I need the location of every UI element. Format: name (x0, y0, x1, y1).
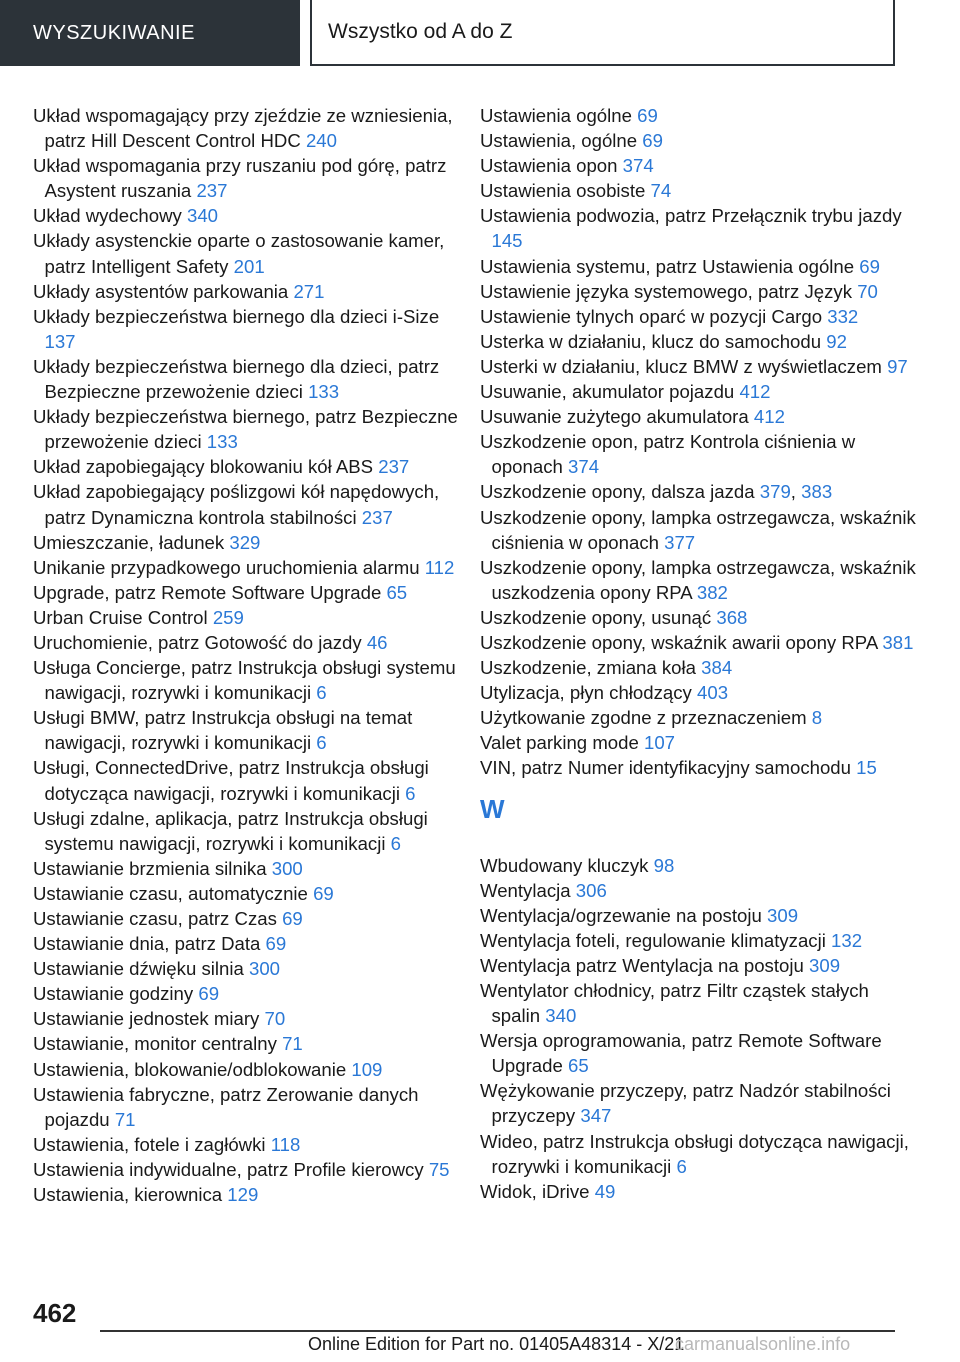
index-entry (480, 953, 920, 978)
index-entry-text: Układ zapobiegający poślizgowi kół napędowych, patrz Dynamiczna kontrola stabilności (33, 481, 440, 528)
index-entry (33, 203, 458, 228)
page-reference-link[interactable]: 237 (196, 180, 228, 202)
page-reference-link[interactable]: 379 (759, 481, 791, 503)
index-entry-text: Ustawianie czasu, automatycznie (33, 882, 308, 904)
index-entry (33, 454, 458, 479)
page-reference-link[interactable]: 71 (282, 1033, 303, 1055)
index-entry-text: Ustawianie brzmienia silnika (33, 857, 267, 879)
index-entry-text: Uszkodzenie opony, wskaźnik awarii opony RPA (480, 631, 878, 653)
page-reference-link[interactable]: 75 (428, 1158, 450, 1180)
index-entry (480, 128, 920, 153)
index-entry-text: Usterka w działaniu, klucz do samochodu (480, 330, 822, 352)
index-entry-text: Ustawienia ogólne (480, 105, 632, 126)
page-reference-link[interactable]: 92 (826, 330, 847, 352)
index-entry-text: Ustawienia osobiste (480, 180, 646, 202)
index-entry (480, 1028, 920, 1078)
index-entry-text: Układ wspomagający przy zjeździe ze wzniesienia, patrz Hill Descent Control HDC (33, 105, 453, 152)
index-entry (480, 254, 920, 279)
index-entry (33, 956, 458, 981)
index-entry (33, 228, 458, 278)
page-reference-link[interactable]: 381 (882, 631, 914, 653)
page-reference-link[interactable]: 300 (249, 958, 281, 980)
index-entry-text: Wężykowanie przyczepy, patrz Nadzór stabilności przyczepy (480, 1080, 891, 1127)
page-reference-link[interactable]: 271 (293, 280, 325, 302)
index-column-left (33, 103, 458, 1207)
page-reference-link[interactable]: 259 (212, 606, 244, 628)
index-entry-text: Urban Cruise Control (33, 606, 208, 628)
index-entry (33, 981, 458, 1006)
index-entry (33, 655, 458, 705)
index-entry-text: Usuwanie zużytego akumulatora (480, 406, 749, 428)
page-reference-link[interactable]: 382 (696, 581, 728, 603)
index-entry (33, 856, 458, 881)
page-reference-link[interactable]: 6 (316, 682, 327, 704)
page-reference-link[interactable]: 97 (887, 355, 908, 377)
index-entry (480, 304, 920, 329)
page-reference-link[interactable]: 347 (580, 1105, 612, 1127)
page-reference-link[interactable]: 70 (264, 1008, 286, 1030)
index-entry (33, 1057, 458, 1082)
index-entry (33, 580, 458, 605)
index-entry (33, 479, 458, 529)
index-entry-text: Umieszczanie, ładunek (33, 531, 225, 553)
index-entry (480, 279, 920, 304)
page-reference-link[interactable]: 237 (378, 456, 410, 478)
page-reference-link[interactable]: 69 (198, 983, 220, 1005)
page-reference-link[interactable]: 107 (644, 732, 676, 754)
index-entry-text: Układ wydechowy (33, 205, 182, 227)
index-entry (33, 1031, 458, 1056)
section-letter-heading: W (480, 793, 505, 824)
index-entry (480, 655, 920, 680)
index-entry-text: Ustawienie języka systemowego, patrz Język (480, 280, 853, 302)
index-entries-u-v (480, 103, 920, 781)
index-entry (480, 630, 920, 655)
index-entries-w (480, 853, 920, 1204)
page-reference-link[interactable]: 6 (390, 832, 401, 854)
index-entry (480, 379, 920, 404)
page-reference-link[interactable]: 15 (856, 757, 877, 779)
index-entry (480, 903, 920, 928)
index-entry (480, 730, 920, 755)
index-entry (480, 178, 920, 203)
index-entry (480, 153, 920, 178)
index-entry (33, 404, 458, 454)
page-reference-link[interactable]: 8 (811, 707, 823, 729)
index-entry (480, 404, 920, 429)
index-entry-text: Układy bezpieczeństwa biernego dla dzieci, patrz Bezpieczne przewożenie dzieci (33, 355, 440, 403)
index-entry (33, 304, 458, 354)
page-reference-link[interactable]: 340 (545, 1005, 577, 1027)
page-reference-link[interactable]: 374 (568, 456, 600, 478)
index-entry (33, 555, 458, 580)
index-entry-text: Wentylator chłodnicy, patrz Filtr cząstek stałych spalin (480, 980, 869, 1027)
index-entry (480, 853, 920, 878)
index-entry-text: Uszkodzenie, zmiana koła (480, 657, 696, 679)
footer-divider (100, 1330, 895, 1332)
index-entry (33, 806, 458, 856)
page-reference-link[interactable]: 237 (361, 506, 393, 528)
page-reference-link[interactable]: 69 (282, 908, 303, 929)
index-entry (480, 354, 920, 379)
page-reference-link[interactable]: 129 (227, 1184, 259, 1206)
page-reference-link[interactable]: 70 (857, 280, 878, 302)
index-entry (480, 555, 920, 605)
index-entry-text: Uszkodzenie opony, lampka ostrzegawcza, wskaźnik ciśnienia w oponach (480, 506, 916, 553)
page-reference-link[interactable]: 74 (650, 180, 672, 202)
page-reference-link[interactable]: 71 (114, 1108, 136, 1130)
index-entry-text: Układy bezpieczeństwa biernego, patrz Bezpieczne przewożenie dzieci (33, 406, 458, 453)
page-reference-link[interactable]: 383 (801, 481, 833, 503)
index-entry (33, 279, 458, 304)
index-entry (480, 1129, 920, 1179)
index-column-right (480, 103, 920, 1204)
page-reference-link[interactable]: 201 (233, 255, 265, 277)
index-entry-text: Ustawienia podwozia, patrz Przełącznik trybu jazdy (480, 205, 902, 227)
index-entry-text: Usługi BMW, patrz Instrukcja obsługi na temat nawigacji, rozrywki i komunikacji (33, 707, 413, 754)
page-reference-link[interactable]: 112 (424, 556, 455, 578)
index-entry-text: Użytkowanie zgodne z przeznaczeniem (480, 707, 807, 729)
index-entry-text: Uszkodzenie opon, patrz Kontrola ciśnienia w oponach (480, 431, 856, 478)
index-entry-text: Wentylacja patrz Wentylacja na postoju (480, 954, 804, 976)
page-reference-link[interactable]: 412 (753, 406, 785, 428)
page-reference-link[interactable]: 69 (859, 255, 880, 277)
index-entry-text: Ustawienie tylnych oparć w pozycji Cargo (480, 305, 823, 327)
edition-text: Online Edition for Part no. 01405A48314 - X/21 (308, 1334, 685, 1354)
page-reference-link[interactable]: 368 (716, 606, 748, 628)
page-reference-link[interactable]: 69 (637, 105, 658, 126)
page-reference-link[interactable]: 133 (308, 381, 340, 403)
index-entry-text: Układy bezpieczeństwa biernego dla dzieci i-Size (33, 305, 440, 327)
page-header (0, 0, 960, 66)
index-entry-text: Uszkodzenie opony, usunąć (480, 606, 712, 628)
index-entry (480, 505, 920, 555)
page-reference-link[interactable]: 240 (305, 130, 337, 152)
page-reference-link[interactable]: 300 (271, 857, 303, 879)
index-entry (33, 1182, 458, 1207)
index-entry-text: Ustawianie dźwięku silnia (33, 958, 244, 980)
watermark: carmanualsonline.info (675, 1334, 851, 1354)
index-entry-text: Ustawianie, monitor centralny (33, 1033, 277, 1055)
index-entry-text: Układ wspomagania przy ruszaniu pod górę, patrz Asystent ruszania (33, 155, 447, 202)
index-entry (33, 1132, 458, 1157)
page-reference-link[interactable]: 309 (767, 904, 799, 926)
page-reference-link[interactable]: 306 (575, 879, 607, 901)
index-entry-text: Usterki w działaniu, klucz BMW z wyświetlaczem (480, 355, 882, 377)
index-entry-text: Ustawienia systemu, patrz Ustawienia ogólne (480, 255, 855, 277)
index-entry-text: Wentylacja/ogrzewanie na postoju (480, 904, 762, 926)
index-entry (33, 630, 458, 655)
index-entry (480, 755, 920, 780)
page-reference-link[interactable]: 98 (653, 854, 675, 876)
index-entry: Uszkodzenie opony, dalsza jazda 379, 383 (480, 481, 833, 503)
page-reference-link[interactable]: 65 (568, 1055, 589, 1077)
index-entry-text: VIN, patrz Numer identyfikacyjny samochodu (480, 757, 851, 779)
index-entry (33, 906, 458, 931)
page-reference-link[interactable]: 309 (809, 954, 841, 976)
index-entry (33, 755, 458, 805)
page-reference-link[interactable]: 6 (676, 1155, 687, 1177)
page-reference-link[interactable]: 377 (664, 531, 696, 553)
index-entry-text: Usuwanie, akumulator pojazdu (480, 381, 735, 403)
index-entry-text: Wbudowany kluczyk (480, 854, 649, 876)
index-entry (33, 1006, 458, 1031)
index-entry-text: Wideo, patrz Instrukcja obsługi dotycząca nawigacji, rozrywki i komunikacji (480, 1130, 909, 1177)
page-reference-link[interactable]: 69 (642, 130, 663, 152)
index-entry (33, 881, 458, 906)
index-entry-text: Ustawienia, blokowanie/odblokowanie (33, 1058, 347, 1080)
index-entry-text: Ustawianie czasu, patrz Czas (33, 908, 277, 929)
page-reference-link[interactable]: 49 (594, 1180, 616, 1202)
index-entry-text: Usługi, ConnectedDrive, patrz Instrukcja obsługi dotycząca nawigacji, rozrywki i komunikacji (33, 757, 429, 804)
index-entry (480, 680, 920, 705)
index-entry (480, 1179, 920, 1204)
index-entry-text: Wersja oprogramowania, patrz Remote Software Upgrade (480, 1030, 882, 1077)
page-reference-link[interactable]: 329 (229, 531, 261, 553)
index-entry-text: Usługi zdalne, aplikacja, patrz Instrukcja obsługi systemu nawigacji, rozrywki i komunikacji (33, 807, 428, 854)
page-reference-link[interactable]: 412 (739, 381, 771, 403)
index-entry-text: Ustawienia, kierownica (33, 1184, 223, 1206)
index-entry (480, 978, 920, 1028)
index-entry (480, 203, 920, 253)
index-entry (480, 429, 920, 479)
index-entry (480, 605, 920, 630)
index-entry-text: Układy asystenckie oparte o zastosowanie kamer, patrz Intelligent Safety (33, 230, 445, 277)
index-entry-text: Usługa Concierge, patrz Instrukcja obsługi systemu nawigacji, rozrywki i komunikacji (33, 657, 456, 704)
index-entry-text: Unikanie przypadkowego uruchomienia alarmu (33, 556, 420, 578)
index-entry-text: Ustawienia opon (480, 155, 618, 177)
page-reference-link[interactable]: 403 (697, 682, 729, 704)
index-entry-text: Ustawianie dnia, patrz Data (33, 933, 261, 955)
page-reference-link[interactable]: 145 (491, 230, 523, 252)
index-entry-text: Układy asystentów parkowania (33, 280, 289, 302)
index-entry (33, 1157, 458, 1182)
index-entry-text: Uruchomienie, patrz Gotowość do jazdy (33, 631, 362, 653)
index-entry (33, 931, 458, 956)
index-entry (33, 103, 458, 153)
page-number: 462 (33, 1298, 77, 1328)
index-entry-text: Wentylacja foteli, regulowanie klimatyzacji (480, 929, 826, 951)
index-entry (480, 329, 920, 354)
page-reference-link[interactable]: 374 (622, 155, 654, 177)
page-reference-link[interactable]: 132 (831, 929, 863, 951)
index-entry (33, 705, 458, 755)
index-entry-text: Upgrade, patrz Remote Software Upgrade (33, 581, 382, 603)
index-entry (480, 1078, 920, 1128)
page-reference-link[interactable]: 69 (265, 933, 287, 955)
page-reference-link[interactable]: 137 (44, 330, 76, 352)
index-entry-text: Wentylacja (480, 879, 571, 901)
index-entry (33, 605, 458, 630)
page-reference-link[interactable]: 6 (316, 732, 327, 754)
index-entry (33, 1082, 458, 1132)
index-entry-text: Układ zapobiegający blokowaniu kół ABS (33, 456, 374, 478)
chapter-title-tab[interactable]: Wszystko od A do Z (310, 0, 895, 66)
page-reference-link[interactable]: 69 (313, 882, 334, 904)
index-entry-text: Uszkodzenie opony, lampka ostrzegawcza, wskaźnik uszkodzenia opony RPA (480, 556, 916, 603)
index-entry (480, 928, 920, 953)
page-reference-link[interactable]: 332 (827, 305, 859, 327)
index-entry (480, 103, 920, 128)
index-entry-text: Widok, iDrive (480, 1180, 590, 1202)
index-entry-text: Valet parking mode (480, 732, 639, 754)
index-entry-text: Ustawianie godziny (33, 983, 194, 1005)
index-entry-text: Ustawienia, ogólne (480, 130, 638, 152)
page-reference-link[interactable]: 6 (405, 782, 416, 804)
section-tab[interactable]: WYSZUKIWANIE (0, 0, 300, 66)
index-entry (33, 354, 458, 404)
index-entry (480, 878, 920, 903)
index-entry (33, 153, 458, 203)
index-entry-text: Uszkodzenie opony, dalsza jazda (480, 481, 755, 503)
page-reference-link[interactable]: 384 (701, 657, 733, 679)
page-reference-link[interactable]: 65 (386, 581, 408, 603)
index-entry-text: Ustawienia indywidualne, patrz Profile kierowcy (33, 1158, 424, 1180)
index-entry (480, 705, 920, 730)
page-reference-link[interactable]: 46 (366, 631, 388, 653)
page-reference-link[interactable]: 109 (351, 1058, 383, 1080)
index-entry-text: Ustawianie jednostek miary (33, 1008, 260, 1030)
index-entry-text: Ustawienia fabryczne, patrz Zerowanie danych pojazdu (33, 1083, 419, 1130)
index-entry (33, 530, 458, 555)
index-entry-text: Utylizacja, płyn chłodzący (480, 682, 692, 704)
index-entry-text: Ustawienia, fotele i zagłówki (33, 1133, 266, 1155)
page-reference-link[interactable]: 340 (187, 205, 219, 227)
page-reference-link[interactable]: 133 (206, 431, 238, 453)
page-reference-link[interactable]: 118 (270, 1133, 301, 1155)
